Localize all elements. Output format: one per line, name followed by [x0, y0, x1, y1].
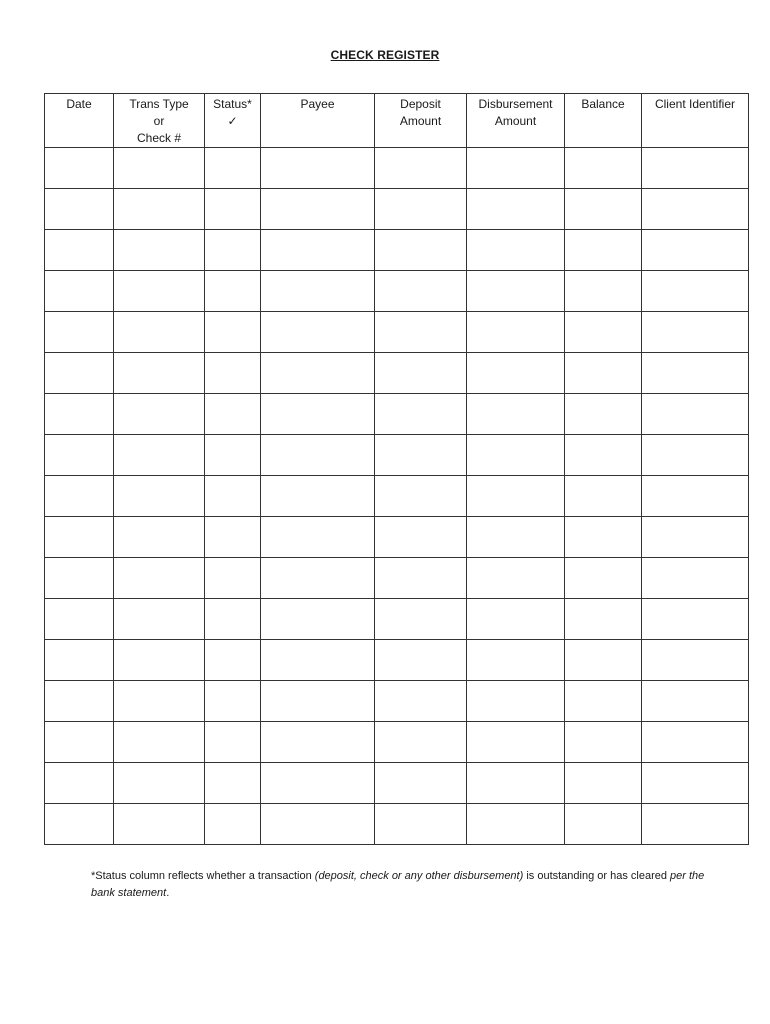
- cell-payee[interactable]: [261, 394, 375, 435]
- cell-disbursement[interactable]: [467, 681, 565, 722]
- cell-payee[interactable]: [261, 722, 375, 763]
- cell-date[interactable]: [45, 353, 114, 394]
- table-row: [45, 599, 749, 640]
- cell-balance[interactable]: [565, 230, 642, 271]
- cell-payee[interactable]: [261, 517, 375, 558]
- cell-client[interactable]: [642, 804, 749, 845]
- cell-client[interactable]: [642, 558, 749, 599]
- cell-trans_type[interactable]: [114, 394, 205, 435]
- cell-date[interactable]: [45, 599, 114, 640]
- column-header-trans_type-line: Trans Type: [129, 97, 189, 111]
- column-header-balance: [565, 94, 642, 148]
- cell-disbursement[interactable]: [467, 230, 565, 271]
- cell-date[interactable]: [45, 763, 114, 804]
- cell-disbursement[interactable]: [467, 599, 565, 640]
- cell-client[interactable]: [642, 517, 749, 558]
- cell-client[interactable]: [642, 271, 749, 312]
- cell-disbursement[interactable]: [467, 763, 565, 804]
- cell-trans_type[interactable]: [114, 517, 205, 558]
- table-row: [45, 763, 749, 804]
- cell-client[interactable]: [642, 230, 749, 271]
- column-header-trans_type-line: or: [153, 114, 165, 128]
- cell-status[interactable]: [205, 640, 261, 681]
- cell-trans_type[interactable]: [114, 312, 205, 353]
- column-header-status-line: ✓: [227, 114, 238, 128]
- cell-balance[interactable]: [565, 394, 642, 435]
- table-row: [45, 681, 749, 722]
- cell-balance[interactable]: [565, 804, 642, 845]
- cell-date[interactable]: [45, 640, 114, 681]
- footnote-text-4: per the bank statement: [91, 870, 705, 899]
- cell-disbursement[interactable]: [467, 558, 565, 599]
- cell-trans_type[interactable]: [114, 353, 205, 394]
- cell-client[interactable]: [642, 599, 749, 640]
- table-row: [45, 804, 749, 845]
- cell-status[interactable]: [205, 804, 261, 845]
- cell-client[interactable]: [642, 353, 749, 394]
- cell-status[interactable]: [205, 476, 261, 517]
- cell-balance[interactable]: [565, 148, 642, 189]
- cell-disbursement[interactable]: [467, 476, 565, 517]
- column-header-trans_type-line: Check #: [136, 131, 182, 145]
- cell-payee[interactable]: [261, 148, 375, 189]
- cell-status[interactable]: [205, 271, 261, 312]
- cell-balance[interactable]: [565, 763, 642, 804]
- cell-deposit[interactable]: [375, 189, 467, 230]
- cell-deposit[interactable]: [375, 230, 467, 271]
- table-row: [45, 640, 749, 681]
- cell-trans_type[interactable]: [114, 189, 205, 230]
- cell-client[interactable]: [642, 435, 749, 476]
- cell-date[interactable]: [45, 681, 114, 722]
- cell-deposit[interactable]: [375, 640, 467, 681]
- cell-status[interactable]: [205, 722, 261, 763]
- cell-date[interactable]: [45, 476, 114, 517]
- table-row: [45, 476, 749, 517]
- table-row: [45, 312, 749, 353]
- cell-status[interactable]: [205, 517, 261, 558]
- column-header-disbursement: [467, 94, 565, 148]
- cell-trans_type[interactable]: [114, 558, 205, 599]
- cell-client[interactable]: [642, 640, 749, 681]
- page-title: CHECK REGISTER: [330, 48, 440, 62]
- cell-status[interactable]: [205, 599, 261, 640]
- cell-deposit[interactable]: [375, 148, 467, 189]
- cell-disbursement[interactable]: [467, 722, 565, 763]
- cell-deposit[interactable]: [375, 394, 467, 435]
- footnote-text-3: is outstanding or has cleared: [523, 870, 671, 882]
- cell-payee[interactable]: [261, 558, 375, 599]
- cell-trans_type[interactable]: [114, 722, 205, 763]
- cell-date[interactable]: [45, 804, 114, 845]
- column-header-payee: [261, 94, 375, 148]
- cell-balance[interactable]: [565, 312, 642, 353]
- table-row: [45, 722, 749, 763]
- column-header-deposit-line: Deposit: [400, 97, 441, 111]
- cell-payee[interactable]: [261, 763, 375, 804]
- cell-payee[interactable]: [261, 189, 375, 230]
- cell-date[interactable]: [45, 435, 114, 476]
- table-row: [45, 435, 749, 476]
- cell-date[interactable]: [45, 517, 114, 558]
- table-row: [45, 517, 749, 558]
- column-header-payee-line: Payee: [300, 97, 335, 111]
- status-footnote: [91, 868, 711, 902]
- cell-trans_type[interactable]: [114, 640, 205, 681]
- table-body: [45, 148, 749, 845]
- cell-date[interactable]: [45, 558, 114, 599]
- cell-date[interactable]: [45, 312, 114, 353]
- cell-trans_type[interactable]: [114, 763, 205, 804]
- cell-balance[interactable]: [565, 558, 642, 599]
- cell-disbursement[interactable]: [467, 435, 565, 476]
- table-row: [45, 394, 749, 435]
- cell-deposit[interactable]: [375, 681, 467, 722]
- cell-deposit[interactable]: [375, 312, 467, 353]
- table-row: [45, 558, 749, 599]
- column-header-date-line: Date: [66, 97, 92, 111]
- cell-payee[interactable]: [261, 353, 375, 394]
- cell-balance[interactable]: [565, 722, 642, 763]
- cell-deposit[interactable]: [375, 558, 467, 599]
- cell-date[interactable]: [45, 148, 114, 189]
- cell-balance[interactable]: [565, 681, 642, 722]
- cell-deposit[interactable]: [375, 435, 467, 476]
- cell-payee[interactable]: [261, 312, 375, 353]
- cell-status[interactable]: [205, 312, 261, 353]
- cell-balance[interactable]: [565, 517, 642, 558]
- cell-status[interactable]: [205, 148, 261, 189]
- cell-trans_type[interactable]: [114, 435, 205, 476]
- cell-date[interactable]: [45, 189, 114, 230]
- column-header-disbursement-line: Amount: [494, 114, 537, 128]
- cell-client[interactable]: [642, 312, 749, 353]
- cell-client[interactable]: [642, 394, 749, 435]
- cell-deposit[interactable]: [375, 476, 467, 517]
- column-header-disbursement-line: Disbursement: [478, 97, 553, 111]
- column-header-deposit: [375, 94, 467, 148]
- cell-disbursement[interactable]: [467, 353, 565, 394]
- cell-disbursement[interactable]: [467, 312, 565, 353]
- cell-balance[interactable]: [565, 640, 642, 681]
- column-header-status-line: Status*: [213, 97, 252, 111]
- column-header-deposit-line: Amount: [399, 114, 442, 128]
- cell-payee[interactable]: [261, 599, 375, 640]
- table-row: [45, 230, 749, 271]
- cell-payee[interactable]: [261, 681, 375, 722]
- cell-client[interactable]: [642, 722, 749, 763]
- cell-balance[interactable]: [565, 599, 642, 640]
- cell-client[interactable]: [642, 189, 749, 230]
- cell-trans_type[interactable]: [114, 271, 205, 312]
- cell-disbursement[interactable]: [467, 271, 565, 312]
- cell-deposit[interactable]: [375, 353, 467, 394]
- cell-balance[interactable]: [565, 189, 642, 230]
- table-row: [45, 271, 749, 312]
- check-register-table: [44, 93, 749, 845]
- table-row: [45, 148, 749, 189]
- cell-disbursement[interactable]: [467, 640, 565, 681]
- cell-status[interactable]: [205, 558, 261, 599]
- column-header-client-line: Client Identifier: [654, 97, 736, 111]
- cell-client[interactable]: [642, 148, 749, 189]
- cell-payee[interactable]: [261, 476, 375, 517]
- table-header-row: [45, 94, 749, 148]
- cell-trans_type[interactable]: [114, 230, 205, 271]
- cell-balance[interactable]: [565, 271, 642, 312]
- cell-trans_type[interactable]: [114, 681, 205, 722]
- cell-payee[interactable]: [261, 804, 375, 845]
- column-header-balance-line: Balance: [581, 97, 625, 111]
- cell-payee[interactable]: [261, 271, 375, 312]
- cell-trans_type[interactable]: [114, 804, 205, 845]
- cell-client[interactable]: [642, 763, 749, 804]
- cell-status[interactable]: [205, 353, 261, 394]
- cell-date[interactable]: [45, 271, 114, 312]
- cell-deposit[interactable]: [375, 271, 467, 312]
- cell-client[interactable]: [642, 681, 749, 722]
- cell-status[interactable]: [205, 763, 261, 804]
- cell-balance[interactable]: [565, 353, 642, 394]
- cell-trans_type[interactable]: [114, 599, 205, 640]
- cell-client[interactable]: [642, 476, 749, 517]
- cell-disbursement[interactable]: [467, 517, 565, 558]
- column-header-client: [642, 94, 749, 148]
- table-row: [45, 189, 749, 230]
- cell-status[interactable]: [205, 230, 261, 271]
- cell-deposit[interactable]: [375, 763, 467, 804]
- cell-balance[interactable]: [565, 476, 642, 517]
- cell-trans_type[interactable]: [114, 148, 205, 189]
- footnote-text-2: (deposit, check or any other disbursement): [314, 870, 524, 882]
- cell-status[interactable]: [205, 435, 261, 476]
- column-header-trans_type: [114, 94, 205, 148]
- cell-status[interactable]: [205, 681, 261, 722]
- cell-disbursement[interactable]: [467, 148, 565, 189]
- cell-date[interactable]: [45, 722, 114, 763]
- cell-payee[interactable]: [261, 435, 375, 476]
- cell-deposit[interactable]: [375, 722, 467, 763]
- cell-deposit[interactable]: [375, 804, 467, 845]
- cell-date[interactable]: [45, 230, 114, 271]
- table-row: [45, 353, 749, 394]
- cell-status[interactable]: [205, 394, 261, 435]
- cell-disbursement[interactable]: [467, 394, 565, 435]
- column-header-date: [45, 94, 114, 148]
- cell-trans_type[interactable]: [114, 476, 205, 517]
- cell-status[interactable]: [205, 189, 261, 230]
- cell-disbursement[interactable]: [467, 189, 565, 230]
- cell-payee[interactable]: [261, 230, 375, 271]
- cell-deposit[interactable]: [375, 517, 467, 558]
- column-header-status: [205, 94, 261, 148]
- cell-date[interactable]: [45, 394, 114, 435]
- cell-deposit[interactable]: [375, 599, 467, 640]
- cell-payee[interactable]: [261, 640, 375, 681]
- cell-disbursement[interactable]: [467, 804, 565, 845]
- cell-balance[interactable]: [565, 435, 642, 476]
- footnote-text-1: *Status column reflects whether a transaction: [91, 870, 315, 882]
- footnote-text-5: .: [166, 887, 170, 899]
